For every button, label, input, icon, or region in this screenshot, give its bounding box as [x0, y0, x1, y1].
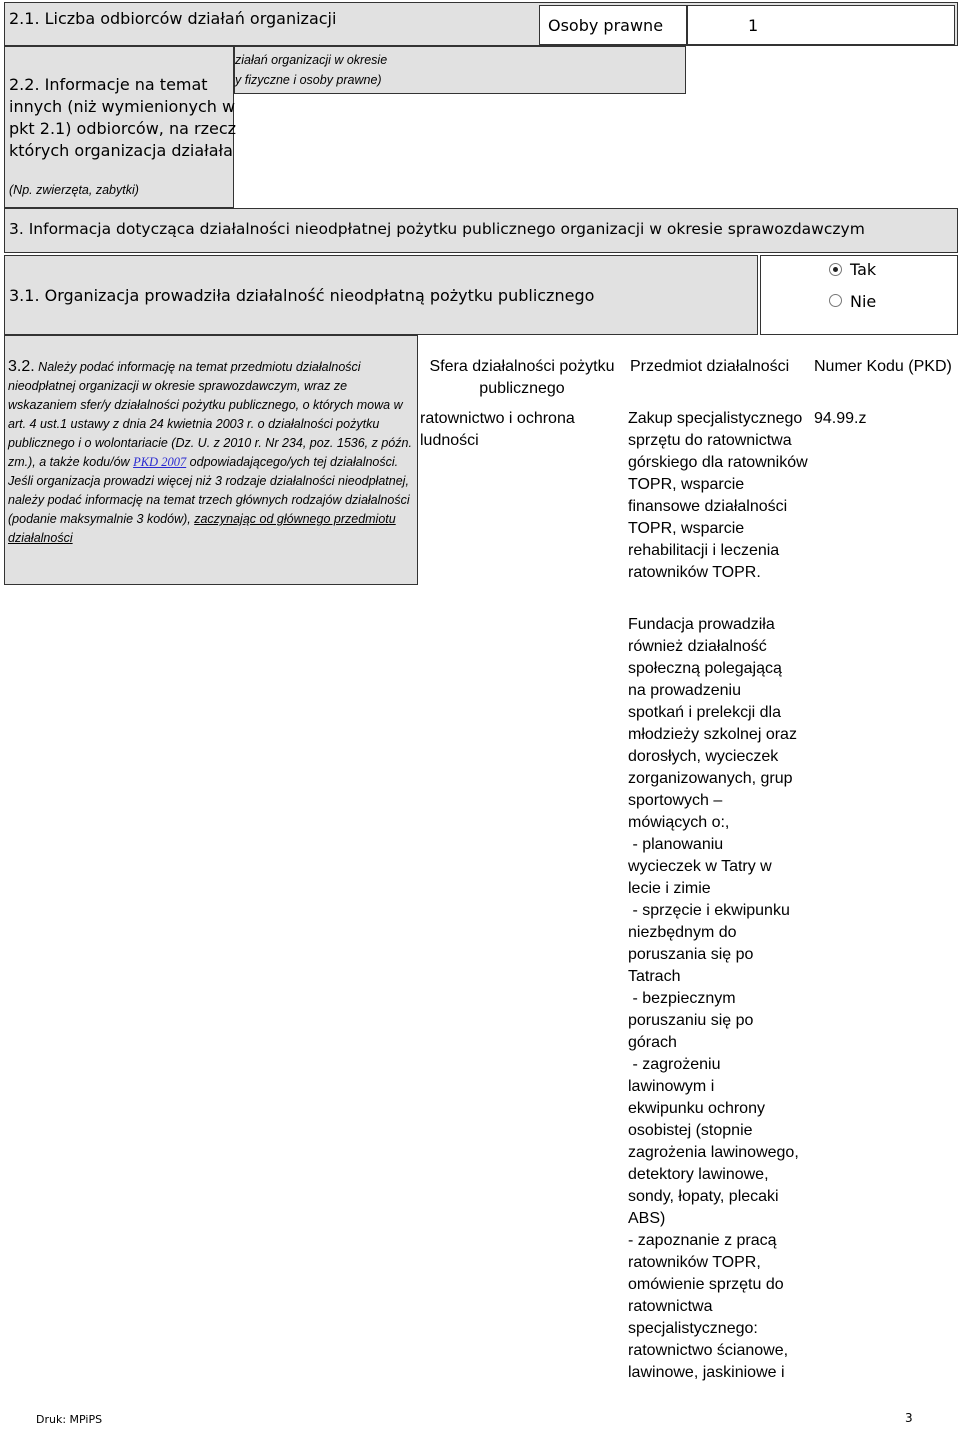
header-przedmiot: Przedmiot działalności — [630, 358, 790, 375]
section-3-2-text-a: Należy podać informację na temat przedmiotu działalności nieodpłatnej organizacji w okresie sprawozdawczym, wraz ze wskazaniem sfer/y działalności pożytku publicznego, o których mowa w art. 4 ust.1 ustawy z dnia 24 kwietnia 2003 r. o działalności pożytku publicznego i o wolontariacie (Dz. U. z 2010 r. Nr 234, poz. 1536, z późn. zm.), a także kodu/ów — [8, 360, 412, 469]
przedmiot-line: ABS) — [628, 1210, 666, 1227]
przedmiot-line: lawinowe, jaskiniowe i — [628, 1364, 785, 1381]
przedmiot-line: lawinowym i — [628, 1078, 715, 1095]
przedmiot-line: zorganizowanych, grup — [628, 770, 793, 787]
section-2-2-title — [9, 74, 236, 162]
przedmiot-line: osobistej (stopnie — [628, 1122, 753, 1139]
section-2-2-title-line: których organizacja działała — [9, 141, 233, 160]
section-2-2-title-line: 2.2. Informacje na temat — [9, 75, 208, 94]
section-3-2-number: 3.2. — [8, 358, 35, 375]
przedmiot-line: górach — [628, 1034, 677, 1051]
radio-nie-label: Nie — [850, 292, 877, 311]
section-3-2-text-b: odpowiadającego/ych tej działalności. Jeśli organizacja prowadzi więcej niż 3 rodzaje działalności nieodpłatnej, należy podać informację na temat trzech głównych rodzajów działalności (podanie maksymalnie 3 kodów), — [8, 455, 410, 526]
footer-print: Druk: MPiPS — [36, 1413, 103, 1426]
cell-przedmiot-2 — [628, 614, 818, 1384]
radio-nie[interactable] — [829, 294, 842, 307]
przedmiot-line: poruszaniu się po — [628, 1012, 754, 1029]
przedmiot-line: również działalność — [628, 638, 767, 655]
section-2-2-title-line: pkt 2.1) odbiorców, na rzecz — [9, 119, 237, 138]
overlapping-fragment-line-2: y fizyczne i osoby prawne) — [235, 73, 382, 87]
header-pkd: Numer Kodu (PKD) — [814, 358, 952, 375]
przedmiot-line: - bezpiecznym — [628, 990, 736, 1007]
radio-tak[interactable] — [829, 263, 842, 276]
footer-page: 3 — [905, 1411, 913, 1425]
section-2-1-title: 2.1. Liczba odbiorców działań organizacji — [9, 9, 337, 28]
radio-tak-label: Tak — [850, 260, 877, 279]
cell-sfera: ratownictwo i ochrona ludności — [420, 410, 575, 449]
przedmiot-line: ekwipunku ochrony — [628, 1100, 765, 1117]
przedmiot-line: społeczną polegającą — [628, 660, 782, 677]
header-sfera: Sfera działalności pożytku publicznego — [429, 358, 615, 397]
section-2-2-title-line: innych (niż wymienionych w — [9, 97, 236, 116]
przedmiot-line: spotkań i prelekcji dla — [628, 704, 781, 721]
section-3-title: 3. Informacja dotycząca działalności nieodpłatnej pożytku publicznego organizacji w okresie sprawozdawczym — [9, 220, 865, 238]
przedmiot-line: - planowaniu — [628, 836, 724, 853]
przedmiot-line: sportowych – — [628, 792, 723, 809]
osoby-prawne-value: 1 — [748, 16, 759, 35]
przedmiot-line: niezbędnym do — [628, 924, 737, 941]
przedmiot-line: Fundacja prowadziła — [628, 616, 775, 633]
przedmiot-line: Tatrach — [628, 968, 681, 985]
overlapping-fragment-line-1: ziałań organizacji w okresie — [235, 53, 388, 67]
przedmiot-line: specjalistycznego: — [628, 1320, 758, 1337]
przedmiot-line: ratownictwa — [628, 1298, 713, 1315]
przedmiot-line: wycieczek w Tatry w — [628, 858, 772, 875]
section-3-2-instructions — [8, 357, 418, 548]
section-3-2-text-c: zaczynając od głównego przedmiotu działalności — [8, 512, 396, 545]
osoby-prawne-label: Osoby prawne — [548, 16, 664, 35]
przedmiot-line: sondy, łopaty, plecaki — [628, 1188, 779, 1205]
przedmiot-line: ratowników TOPR, — [628, 1254, 761, 1271]
przedmiot-line: młodzieży szkolnej oraz — [628, 726, 797, 743]
section-2-2-note: (Np. zwierzęta, zabytki) — [9, 183, 139, 197]
przedmiot-line: na prowadzeniu — [628, 682, 741, 699]
przedmiot-line: - sprzęcie i ekwipunku — [628, 902, 790, 919]
przedmiot-line: ratownictwo ścianowe, — [628, 1342, 789, 1359]
cell-przedmiot-1: Zakup specjalistycznego sprzętu do ratownictwa górskiego dla ratowników TOPR, wsparcie finansowe działalności TOPR, wsparcie rehabilitacji i leczenia ratowników TOPR. — [628, 410, 808, 581]
przedmiot-line: omówienie sprzętu do — [628, 1276, 784, 1293]
przedmiot-line: poruszania się po — [628, 946, 754, 963]
przedmiot-line: dorosłych, wycieczek — [628, 748, 779, 765]
przedmiot-line: - zapoznanie z pracą — [628, 1232, 777, 1249]
cell-pkd: 94.99.z — [814, 410, 867, 427]
pkd-2007-link[interactable]: PKD 2007 — [133, 455, 187, 469]
przedmiot-line: detektory lawinowe, — [628, 1166, 769, 1183]
przedmiot-line: lecie i zimie — [628, 880, 711, 897]
przedmiot-line: - zagrożeniu — [628, 1056, 721, 1073]
przedmiot-line: zagrożenia lawinowego, — [628, 1144, 799, 1161]
przedmiot-line: mówiących o:, — [628, 814, 730, 831]
osoby-prawne-value-field[interactable] — [687, 5, 955, 45]
section-3-1-title: 3.1. Organizacja prowadziła działalność nieodpłatną pożytku publicznego — [9, 286, 595, 305]
